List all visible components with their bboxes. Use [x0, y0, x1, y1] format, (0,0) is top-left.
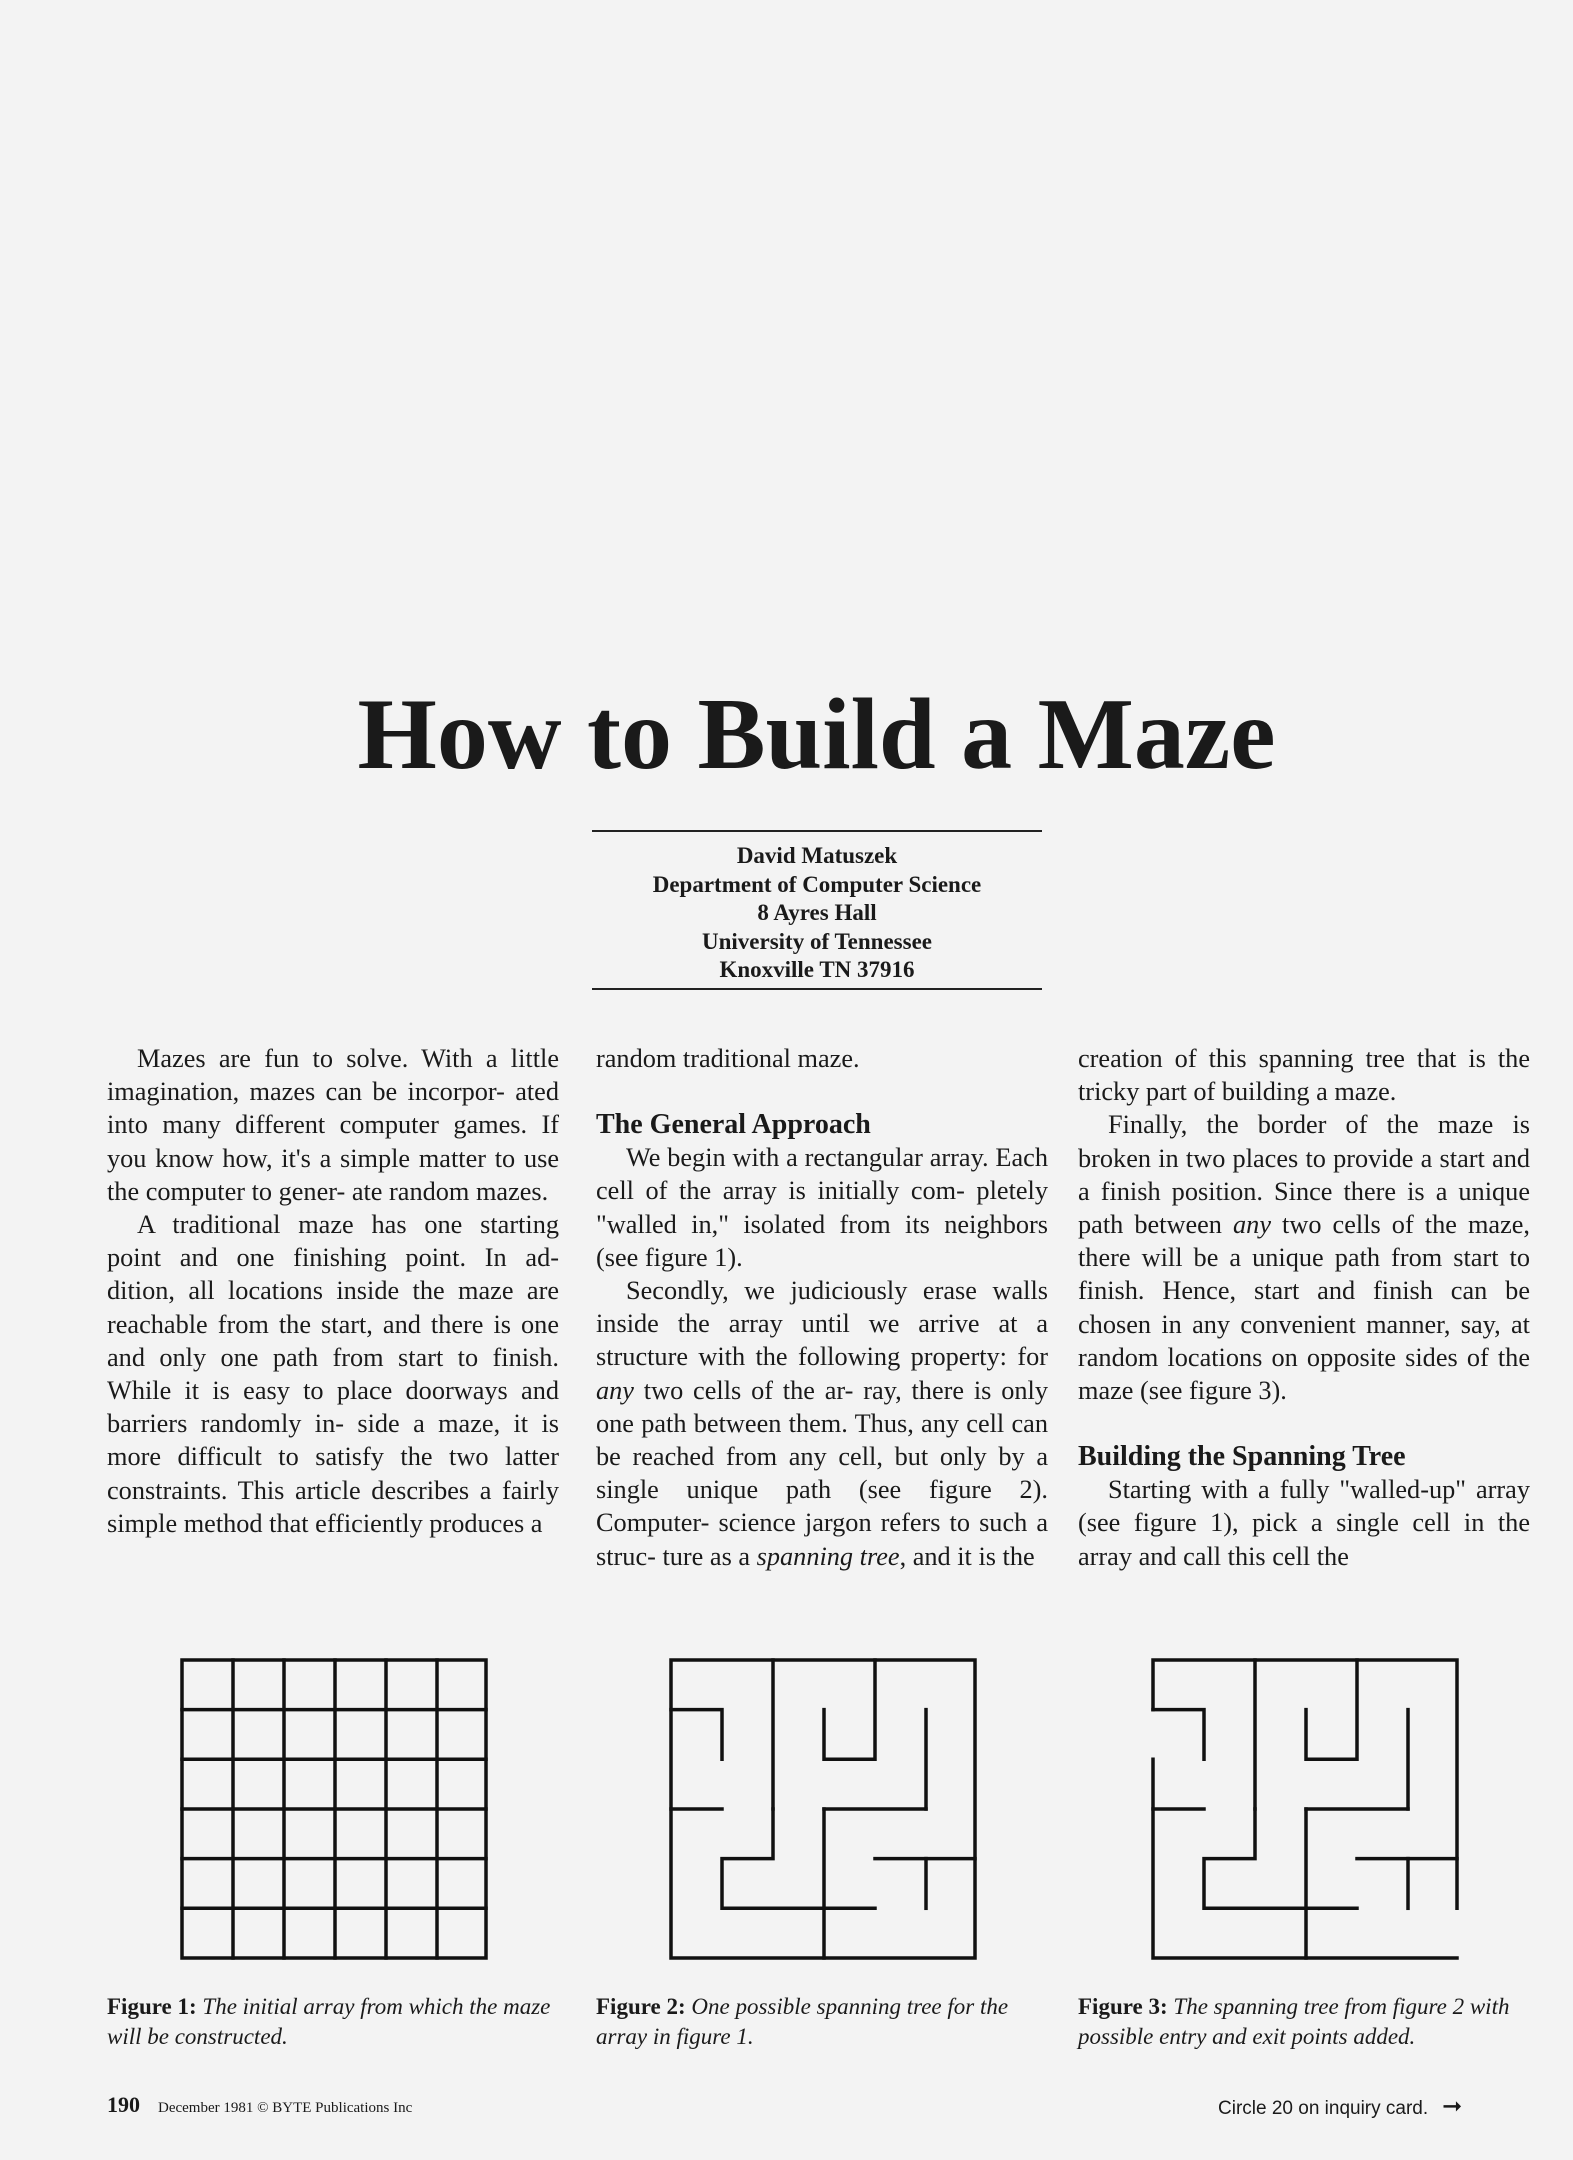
- author-building: 8 Ayres Hall: [757, 900, 877, 926]
- paragraph: Starting with a fully "walled-up" array (see figure 1), pick a single cell in the array and call this cell the: [1078, 1475, 1530, 1571]
- inquiry-note: Circle 20 on inquiry card.: [1218, 2098, 1429, 2119]
- paragraph: A traditional maze has one starting point and one finishing point. In ad- dition, all locations inside the maze are reachable from the start, and there is one and only one path from start to finish. While it is easy to place doorways and barriers randomly in- side a maze, it is more difficult to satisfy the two latter constraints. This article describes a fairly simple method that efficiently produces a: [107, 1210, 559, 1538]
- author-city: Knoxville TN 37916: [719, 957, 915, 983]
- figure-3-maze-with-entry-exit: [1151, 1658, 1461, 1963]
- column-3: [1078, 1042, 1530, 1573]
- figure-2-caption: Figure 2: One possible spanning tree for the array in figure 1.: [596, 1994, 1009, 2049]
- paragraph: Finally, the border of the maze is broken in two places to provide a start and a finish position. Since there is a unique path between any two cells of the maze, there will be a unique path from start to finish. Hence, start and finish can be chosen in any convenient manner, say, at random locations on opposite sides of the maze (see figure 3).: [1078, 1110, 1530, 1406]
- section-heading-general-approach: The General Approach: [596, 1109, 871, 1141]
- byline-top-rule: [592, 830, 1042, 832]
- figure-3-caption: Figure 3: The spanning tree from figure 2 with possible entry and exit points added.: [1078, 1994, 1510, 2049]
- author-department: Department of Computer Science: [652, 871, 982, 897]
- section-heading-spanning-tree: Building the Spanning Tree: [1078, 1441, 1406, 1473]
- figure-1-grid: [180, 1658, 490, 1963]
- page-footer-right: [1218, 2092, 1462, 2121]
- byline: [592, 842, 1042, 985]
- paragraph: creation of this spanning tree that is the tricky part of building a maze.: [1078, 1044, 1530, 1107]
- arrow-right-icon: ➞: [1442, 2093, 1463, 2120]
- publication-line: December 1981 © BYTE Publications Inc: [158, 2100, 413, 2116]
- paragraph: Mazes are fun to solve. With a little imagination, mazes can be incorpor- ated into many different computer games. If you know how, it's a simple matter to use the computer to gener- ate random mazes.: [107, 1044, 559, 1206]
- article-title: How to Build a Maze: [357, 678, 1276, 791]
- paragraph: Secondly, we judiciously erase walls inside the array until we arrive at a structure with the following property: for any two cells of the ar- ray, there is only one path between them. Thus, any cell can be reached from any cell, but only by a single unique path (see figure 2). Computer- science jargon refers to such a struc- ture as a spanning tree, and it is the: [596, 1276, 1048, 1571]
- author-university: University of Tennessee: [702, 928, 932, 954]
- figure-1-caption: Figure 1: The initial array from which the maze will be constructed.: [107, 1994, 551, 2049]
- byline-bottom-rule: [592, 988, 1042, 990]
- column-1: [107, 1042, 559, 1540]
- column-2: [596, 1042, 1048, 1573]
- author-name: David Matuszek: [736, 843, 898, 868]
- paragraph: random traditional maze.: [596, 1044, 860, 1073]
- page-footer-left: [107, 2092, 412, 2118]
- paragraph: We begin with a rectangular array. Each cell of the array is initially com- pletely "walled in," isolated from its neighbors (see figure 1).: [596, 1143, 1048, 1272]
- figure-2-spanning-tree: [669, 1658, 979, 1963]
- page-number: 190: [107, 2092, 140, 2117]
